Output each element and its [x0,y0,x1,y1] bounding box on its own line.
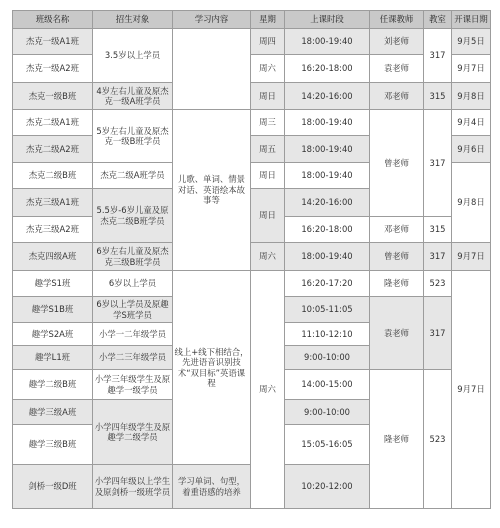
table-row [13,29,491,55]
header-room: 教室 [424,11,452,29]
teacher-cell: 袁老师 [370,55,424,83]
time-cell: 18:00-19:40 [285,110,370,136]
teacher-cell: 隆老师 [370,271,424,297]
header-teacher: 任课教师 [370,11,424,29]
target-cell: 6岁以上学员及原趣学S班学员 [93,297,173,323]
content-cell [173,29,251,110]
time-cell: 18:00-19:40 [285,136,370,163]
room-cell: 315 [424,217,452,243]
content-cell: 学习单词、句型，着重语感的培养 [173,465,251,509]
header-weekday: 星期 [251,11,285,29]
weekday-cell: 周六 [251,271,285,509]
target-cell: 3.5岁以上学员 [93,29,173,83]
table-row [13,83,491,110]
weekday-cell: 周日 [251,83,285,110]
date-cell: 9月5日 [452,29,491,55]
room-cell: 317 [424,297,452,370]
time-cell: 14:20-16:00 [285,189,370,217]
header-row [13,11,491,29]
room-cell: 317 [424,29,452,83]
time-cell: 16:20-18:00 [285,55,370,83]
class-name-cell: 杰克一级B班 [13,83,93,110]
time-cell: 16:20-17:20 [285,271,370,297]
target-cell: 杰克二级A班学员 [93,163,173,189]
teacher-cell: 邓老师 [370,83,424,110]
target-cell: 小学四年级以上学生及原剑桥一级班学员 [93,465,173,509]
header-time: 上课时段 [285,11,370,29]
teacher-cell: 刘老师 [370,29,424,55]
time-cell: 9:00-10:00 [285,346,370,370]
weekday-cell: 周四 [251,29,285,55]
room-cell: 317 [424,243,452,271]
weekday-cell: 周六 [251,243,285,271]
class-name-cell: 趣学三级A班 [13,400,93,425]
class-name-cell: 杰克三级A2班 [13,217,93,243]
weekday-cell: 周日 [251,163,285,189]
weekday-cell: 周六 [251,55,285,83]
time-cell: 18:00-19:40 [285,163,370,189]
date-cell: 9月6日 [452,136,491,163]
target-cell: 6岁以上学员 [93,271,173,297]
header-start-date: 开课日期 [452,11,491,29]
content-cell: 线上+线下相结合，先进语音识别技术“双目标”英语课程 [173,271,251,465]
time-cell: 14:20-16:00 [285,83,370,110]
table-row [13,55,491,83]
target-cell: 小学一二年级学员 [93,323,173,346]
target-cell: 5岁左右儿童及原杰克一级B班学员 [93,110,173,163]
teacher-cell: 邓老师 [370,217,424,243]
class-name-cell: 趣学二级B班 [13,370,93,400]
room-cell: 317 [424,110,452,217]
date-cell: 9月7日 [452,271,491,509]
header-content: 学习内容 [173,11,251,29]
teacher-cell: 隆老师 [370,370,424,509]
date-cell: 9月8日 [452,163,491,243]
date-cell: 9月7日 [452,243,491,271]
date-cell: 9月7日 [452,55,491,83]
room-cell: 523 [424,370,452,509]
time-cell: 18:00-19:40 [285,29,370,55]
class-name-cell: 剑桥一级D班 [13,465,93,509]
header-class-name: 班级名称 [13,11,93,29]
class-name-cell: 杰克二级B班 [13,163,93,189]
table-row [13,271,491,297]
weekday-cell: 周三 [251,110,285,136]
content-cell: 儿歌、单词、情景对话、英语绘本故事等 [173,110,251,271]
time-cell: 9:00-10:00 [285,400,370,425]
table-row [13,110,491,136]
room-cell: 523 [424,271,452,297]
class-name-cell: 杰克三级A1班 [13,189,93,217]
class-name-cell: 趣学S1班 [13,271,93,297]
class-schedule-table [12,10,491,509]
weekday-cell: 周五 [251,136,285,163]
time-cell: 11:10-12:10 [285,323,370,346]
room-cell: 315 [424,83,452,110]
time-cell: 14:00-15:00 [285,370,370,400]
time-cell: 16:20-18:00 [285,217,370,243]
class-name-cell: 杰克二级A1班 [13,110,93,136]
time-cell: 10:05-11:05 [285,297,370,323]
class-name-cell: 趣学L1班 [13,346,93,370]
class-name-cell: 趣学三级B班 [13,425,93,465]
header-target: 招生对象 [93,11,173,29]
teacher-cell: 曾老师 [370,110,424,217]
class-name-cell: 趣学S1B班 [13,297,93,323]
date-cell: 9月8日 [452,83,491,110]
class-name-cell: 杰克四级A班 [13,243,93,271]
time-cell: 10:20-12:00 [285,465,370,509]
time-cell: 15:05-16:05 [285,425,370,465]
table-row [13,243,491,271]
teacher-cell: 曾老师 [370,243,424,271]
time-cell: 18:00-19:40 [285,243,370,271]
target-cell: 5.5岁-6岁儿童及原杰克二级B班学员 [93,189,173,243]
class-name-cell: 杰克二级A2班 [13,136,93,163]
class-name-cell: 趣学S2A班 [13,323,93,346]
date-cell: 9月4日 [452,110,491,136]
target-cell: 小学三年级学生及原趣学一级学员 [93,370,173,400]
class-name-cell: 杰克一级A2班 [13,55,93,83]
target-cell: 4岁左右儿童及原杰克一级A班学员 [93,83,173,110]
target-cell: 6岁左右儿童及原杰克三级B班学员 [93,243,173,271]
weekday-cell: 周日 [251,189,285,243]
class-name-cell: 杰克一级A1班 [13,29,93,55]
teacher-cell: 袁老师 [370,297,424,370]
target-cell: 小学四年级学生及原趣学二级学员 [93,400,173,465]
target-cell: 小学二三年级学员 [93,346,173,370]
